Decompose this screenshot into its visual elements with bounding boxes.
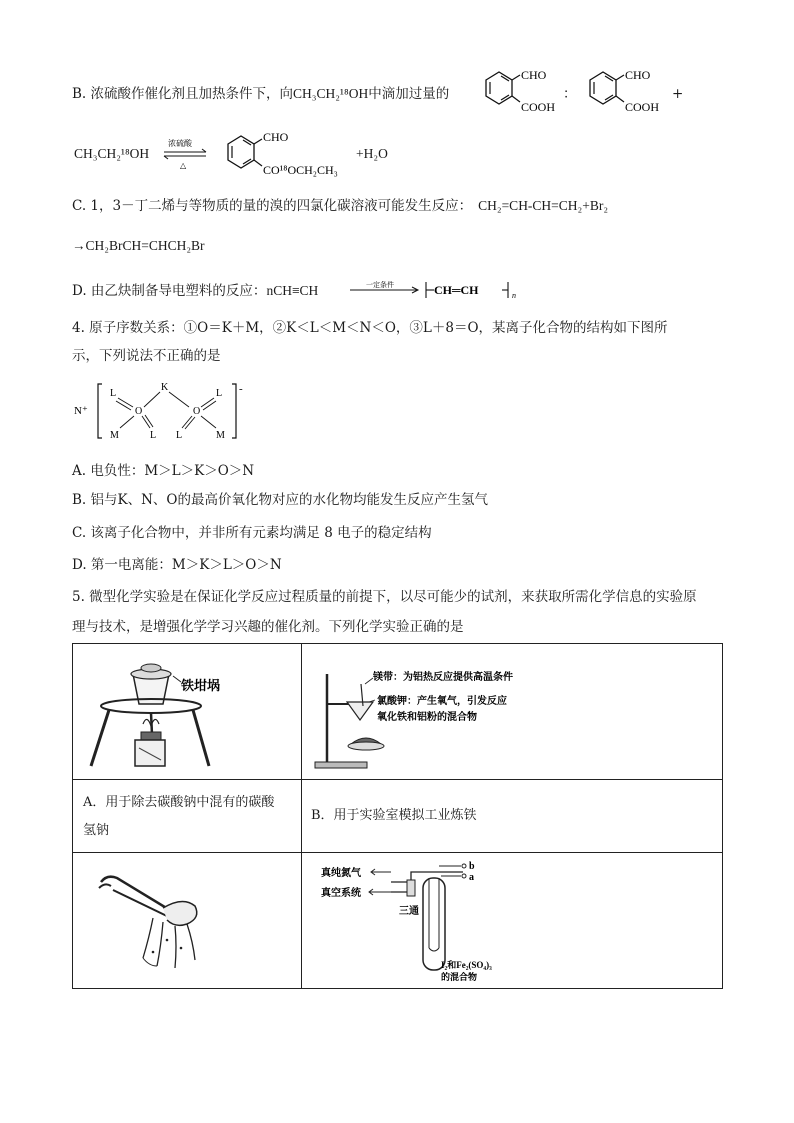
thermite-label-2: 氯酸钾：产生氧气，引发反应 [377, 696, 507, 707]
outlet-a-label: a [469, 872, 474, 883]
sublimation-apparatus-illustration [311, 858, 551, 986]
experiment-table [72, 643, 723, 989]
atom-o-1: O [135, 406, 143, 417]
colon-symbol: ： [563, 86, 577, 102]
option-d-line [72, 281, 318, 301]
benz1-cho-text: CHO [521, 68, 547, 82]
q4-option-c: C. 该离子化合物中，并非所有元素均满足 8 电子的稳定结构 [72, 525, 432, 541]
water-product: +H₂O [356, 146, 388, 161]
plus-symbol: + [672, 86, 684, 102]
q4-stem-line1: 4. 原子序数关系：①O＝K＋M，②K＜L＜M＜N＜O，③L＋8＝O，某离子化合物的结构如下图所 [72, 320, 668, 336]
mixture-label-2: 的混合物 [441, 972, 478, 982]
option-b-ethanol: CH₃CH₂¹⁸OH [74, 146, 150, 161]
thermite-apparatus-illustration [311, 654, 611, 774]
atom-l-3: L [216, 388, 223, 399]
option-d-condition: 一定条件 [366, 281, 394, 289]
three-way-label: 三通 [399, 906, 419, 917]
benz2-cho-text: CHO [625, 68, 651, 82]
benzene-aldehyde-acid-structure-1 [474, 62, 564, 120]
condition-top-text: 浓硫酸 [168, 139, 192, 148]
outlet-b-label: b [469, 861, 475, 872]
atom-l-2: L [150, 430, 157, 441]
option-d-product: CH═CH [434, 283, 479, 297]
condition-bottom-text: △ [180, 161, 187, 170]
thermite-label-3: 氧化铁和铝粉的混合物 [377, 712, 477, 723]
atom-m-2: M [216, 430, 225, 441]
atom-o-2: O [193, 406, 201, 417]
option-c-line2: →CH₂BrCH=CHCH₂Br [72, 238, 205, 253]
q4-stem-line2: 示，下列说法不正确的是 [72, 348, 221, 364]
caption-b: B．用于实验室模拟工业炼铁 [311, 808, 477, 823]
n2-label: 真纯氮气 [321, 868, 361, 879]
benz1-cooh-text: COOH [521, 100, 556, 114]
benzene-aldehyde-acid-structure-2 [578, 62, 673, 120]
caption-a-line1: A．用于除去碳酸钠中混有的碳酸 [83, 795, 275, 810]
option-d-n: n [512, 291, 516, 300]
crucible-label: 铁坩埚 [181, 678, 221, 693]
ionic-compound-structure [72, 380, 262, 442]
option-b-suffix: 中滴加过量的 [368, 86, 450, 102]
q4-option-b: B. 铝与K、N、O的最高价氧化物对应的水化物均能发生反应产生氢气 [72, 492, 488, 508]
atom-l-1: L [110, 388, 117, 399]
cation-label: N⁺ [74, 405, 88, 417]
option-c-line1 [72, 196, 608, 216]
reversible-arrow-icon [160, 136, 212, 172]
option-c-text: C. 1，3－丁二烯与等物质的量的溴的四氯化碳溶液可能发生反应： [72, 198, 473, 214]
benz2-cooh-text: COOH [625, 100, 660, 114]
thermite-label-1: 镁带：为铝热反应提供高温条件 [373, 672, 513, 683]
option-b-line1 [72, 84, 449, 104]
atom-l-4: L [176, 430, 183, 441]
atom-m-1: M [110, 430, 119, 441]
ester-cho-text: CHO [263, 130, 289, 144]
atom-k: K [161, 382, 169, 393]
caption-a-line2: 氢钠 [83, 823, 110, 838]
q4-option-d: D. 第一电离能：M＞K＞L＞O＞N [72, 557, 282, 573]
q5-stem-line2: 理与技术，是增强化学学习兴趣的催化剂。下列化学实验正确的是 [72, 619, 464, 635]
option-d-text: D. 由乙炔制备导电塑料的反应： [72, 283, 267, 299]
vacuum-label: 真空系统 [321, 888, 361, 899]
mixture-label-1: I₂和Fe₂(SO₄)₃ [441, 960, 492, 970]
polymerization-arrow-icon [350, 280, 522, 302]
option-b-reagent: CH₃CH₂¹⁸OH [293, 86, 369, 101]
hand-tongs-illustration [83, 862, 263, 982]
q5-stem-line1: 5. 微型化学实验是在保证化学反应过程质量的前提下，以尽可能少的试剂，来获取所需化学信息的实验原 [72, 589, 697, 605]
iron-crucible-heating-illustration [81, 656, 261, 776]
q4-option-a: A. 电负性：M＞L＞K＞O＞N [72, 463, 255, 479]
ester-product-structure [216, 124, 356, 184]
option-d-reactant: nCH≡CH [266, 283, 319, 298]
option-c-formula: CH₂=CH-CH=CH₂+Br₂ [478, 198, 609, 213]
option-b-prefix: B. 浓硫酸作催化剂且加热条件下，向 [72, 86, 294, 102]
anion-charge: - [239, 383, 243, 395]
ester-group-text: CO¹⁸OCH₂CH₃ [263, 163, 338, 177]
